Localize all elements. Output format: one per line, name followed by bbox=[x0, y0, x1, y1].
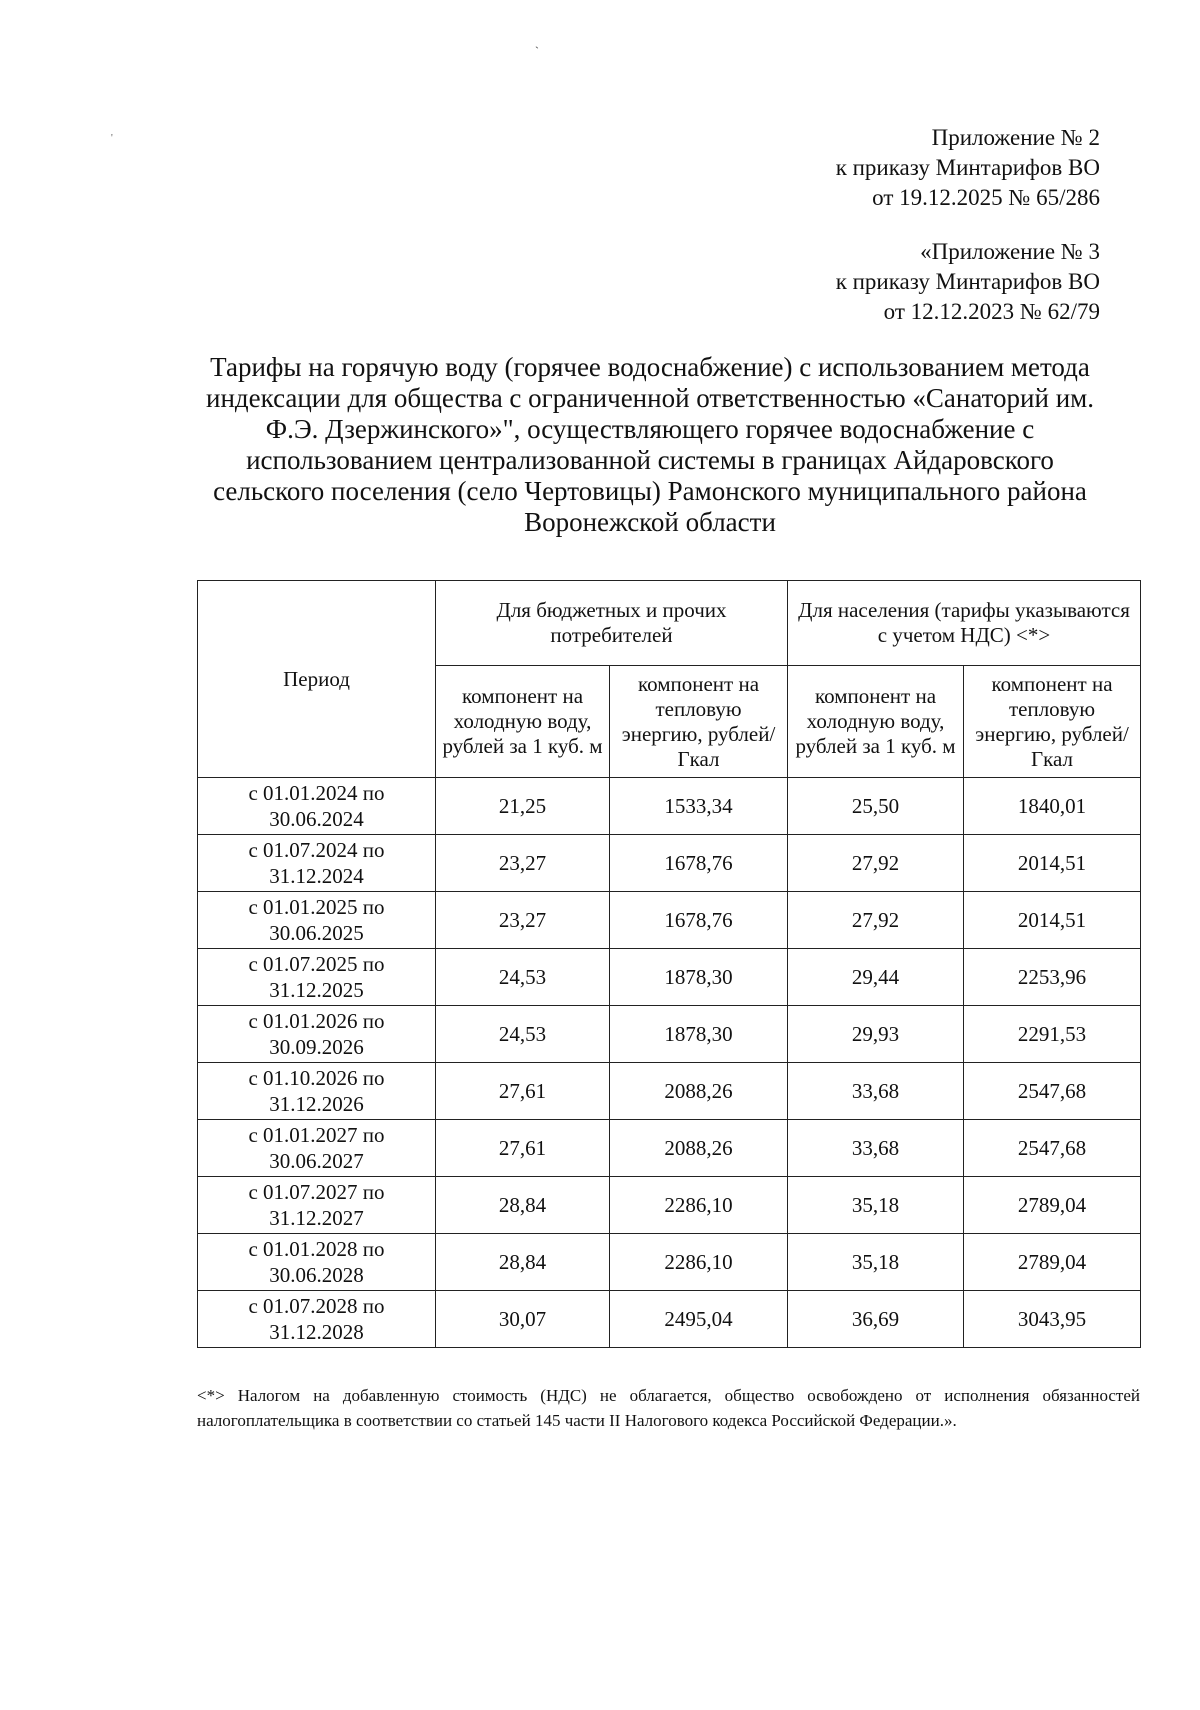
period-cell: с 01.07.2028 по 31.12.2028 bbox=[198, 1291, 436, 1348]
appendix-header-current bbox=[836, 123, 1100, 213]
appendix-number: «Приложение № 3 bbox=[920, 239, 1100, 264]
table-row bbox=[198, 1006, 1141, 1063]
appendix-order-date: от 12.12.2023 № 62/79 bbox=[883, 299, 1100, 324]
budget-cold-cell: 28,84 bbox=[436, 1234, 610, 1291]
table-row bbox=[198, 1120, 1141, 1177]
budget-heat-cell: 1678,76 bbox=[610, 892, 788, 949]
budget-heat-cell: 1533,34 bbox=[610, 778, 788, 835]
population-cold-cell: 33,68 bbox=[788, 1063, 964, 1120]
tariffs-table bbox=[197, 580, 1141, 1348]
population-heat-cell: 2253,96 bbox=[964, 949, 1141, 1006]
table-row bbox=[198, 1234, 1141, 1291]
appendix-header-amended bbox=[836, 237, 1100, 327]
budget-cold-cell: 23,27 bbox=[436, 835, 610, 892]
budget-heat-cell: 1878,30 bbox=[610, 949, 788, 1006]
appendix-number: Приложение № 2 bbox=[931, 125, 1100, 150]
period-cell: с 01.01.2028 по 30.06.2028 bbox=[198, 1234, 436, 1291]
vat-footnote: <*> Налогом на добавленную стоимость (НДС) не облагается, общество освобождено от исполнения обязанностей налогоплательщика в соответствии со статьей 145 части II Налогового кодекса Российской Федерации.». bbox=[197, 1386, 1140, 1430]
budget-heat-cell: 1878,30 bbox=[610, 1006, 788, 1063]
population-cold-cell: 35,18 bbox=[788, 1177, 964, 1234]
budget-heat-cell: 2088,26 bbox=[610, 1120, 788, 1177]
population-heat-cell: 2547,68 bbox=[964, 1120, 1141, 1177]
period-cell: с 01.01.2027 по 30.06.2027 bbox=[198, 1120, 436, 1177]
budget-heat-cell: 2495,04 bbox=[610, 1291, 788, 1348]
population-cold-cell: 33,68 bbox=[788, 1120, 964, 1177]
budget-cold-cell: 28,84 bbox=[436, 1177, 610, 1234]
budget-heat-cell: 2286,10 bbox=[610, 1234, 788, 1291]
period-header: Период bbox=[198, 581, 436, 778]
budget-heat-cell: 1678,76 bbox=[610, 835, 788, 892]
population-heat-cell: 2014,51 bbox=[964, 892, 1141, 949]
appendix-order-ref: к приказу Минтарифов ВО bbox=[835, 269, 1100, 294]
table-row bbox=[198, 949, 1141, 1006]
appendix-order-ref: к приказу Минтарифов ВО bbox=[835, 155, 1100, 180]
budget-cold-cell: 23,27 bbox=[436, 892, 610, 949]
population-heat-header: компонент на тепловую энергию, рублей/Гкал bbox=[964, 666, 1141, 778]
period-cell: с 01.07.2027 по 31.12.2027 bbox=[198, 1177, 436, 1234]
population-cold-cell: 29,93 bbox=[788, 1006, 964, 1063]
scan-speck: ` bbox=[535, 44, 539, 58]
title-line: индексации для общества с ограниченной ответственностью «Санаторий им. bbox=[206, 383, 1094, 413]
budget-cold-cell: 21,25 bbox=[436, 778, 610, 835]
population-cold-header: компонент на холодную воду, рублей за 1 куб. м bbox=[788, 666, 964, 778]
table-row bbox=[198, 1063, 1141, 1120]
appendix-order-date: от 19.12.2025 № 65/286 bbox=[872, 185, 1100, 210]
period-cell: с 01.01.2026 по 30.09.2026 bbox=[198, 1006, 436, 1063]
period-cell: с 01.01.2025 по 30.06.2025 bbox=[198, 892, 436, 949]
budget-heat-cell: 2286,10 bbox=[610, 1177, 788, 1234]
table-row bbox=[198, 1177, 1141, 1234]
budget-cold-cell: 27,61 bbox=[436, 1120, 610, 1177]
scan-speck: ' bbox=[111, 133, 113, 144]
table-row bbox=[198, 778, 1141, 835]
population-cold-cell: 35,18 bbox=[788, 1234, 964, 1291]
population-cold-cell: 27,92 bbox=[788, 892, 964, 949]
tariff-rows bbox=[198, 778, 1141, 1348]
population-cold-cell: 25,50 bbox=[788, 778, 964, 835]
table-row bbox=[198, 835, 1141, 892]
period-cell: с 01.07.2025 по 31.12.2025 bbox=[198, 949, 436, 1006]
population-heat-cell: 2789,04 bbox=[964, 1234, 1141, 1291]
period-cell: с 01.01.2024 по 30.06.2024 bbox=[198, 778, 436, 835]
population-cold-cell: 36,69 bbox=[788, 1291, 964, 1348]
population-heat-cell: 2014,51 bbox=[964, 835, 1141, 892]
budget-heat-cell: 2088,26 bbox=[610, 1063, 788, 1120]
budget-cold-cell: 27,61 bbox=[436, 1063, 610, 1120]
population-cold-cell: 29,44 bbox=[788, 949, 964, 1006]
budget-cold-cell: 24,53 bbox=[436, 1006, 610, 1063]
population-heat-cell: 2789,04 bbox=[964, 1177, 1141, 1234]
period-cell: с 01.10.2026 по 31.12.2026 bbox=[198, 1063, 436, 1120]
budget-group-header: Для бюджетных и прочих потребителей bbox=[436, 581, 788, 666]
title-line: Тарифы на горячую воду (горячее водоснабжение) с использованием метода bbox=[210, 352, 1090, 382]
period-cell: с 01.07.2024 по 31.12.2024 bbox=[198, 835, 436, 892]
population-heat-cell: 3043,95 bbox=[964, 1291, 1141, 1348]
title-line: сельского поселения (село Чертовицы) Рамонского муниципального района bbox=[213, 476, 1087, 506]
budget-cold-header: компонент на холодную воду, рублей за 1 куб. м bbox=[436, 666, 610, 778]
population-group-header: Для населения (тарифы указываются с учетом НДС) <*> bbox=[788, 581, 1141, 666]
title-line: использованием централизованной системы в границах Айдаровского bbox=[246, 445, 1054, 475]
table-row bbox=[198, 892, 1141, 949]
population-cold-cell: 27,92 bbox=[788, 835, 964, 892]
population-heat-cell: 1840,01 bbox=[964, 778, 1141, 835]
title-line: Ф.Э. Дзержинского»", осуществляющего горячее водоснабжение с bbox=[265, 414, 1035, 444]
document-title bbox=[160, 352, 1140, 538]
population-heat-cell: 2547,68 bbox=[964, 1063, 1141, 1120]
budget-cold-cell: 24,53 bbox=[436, 949, 610, 1006]
table-row bbox=[198, 1291, 1141, 1348]
title-line: Воронежской области bbox=[524, 507, 776, 537]
budget-heat-header: компонент на тепловую энергию, рублей/Гкал bbox=[610, 666, 788, 778]
budget-cold-cell: 30,07 bbox=[436, 1291, 610, 1348]
population-heat-cell: 2291,53 bbox=[964, 1006, 1141, 1063]
